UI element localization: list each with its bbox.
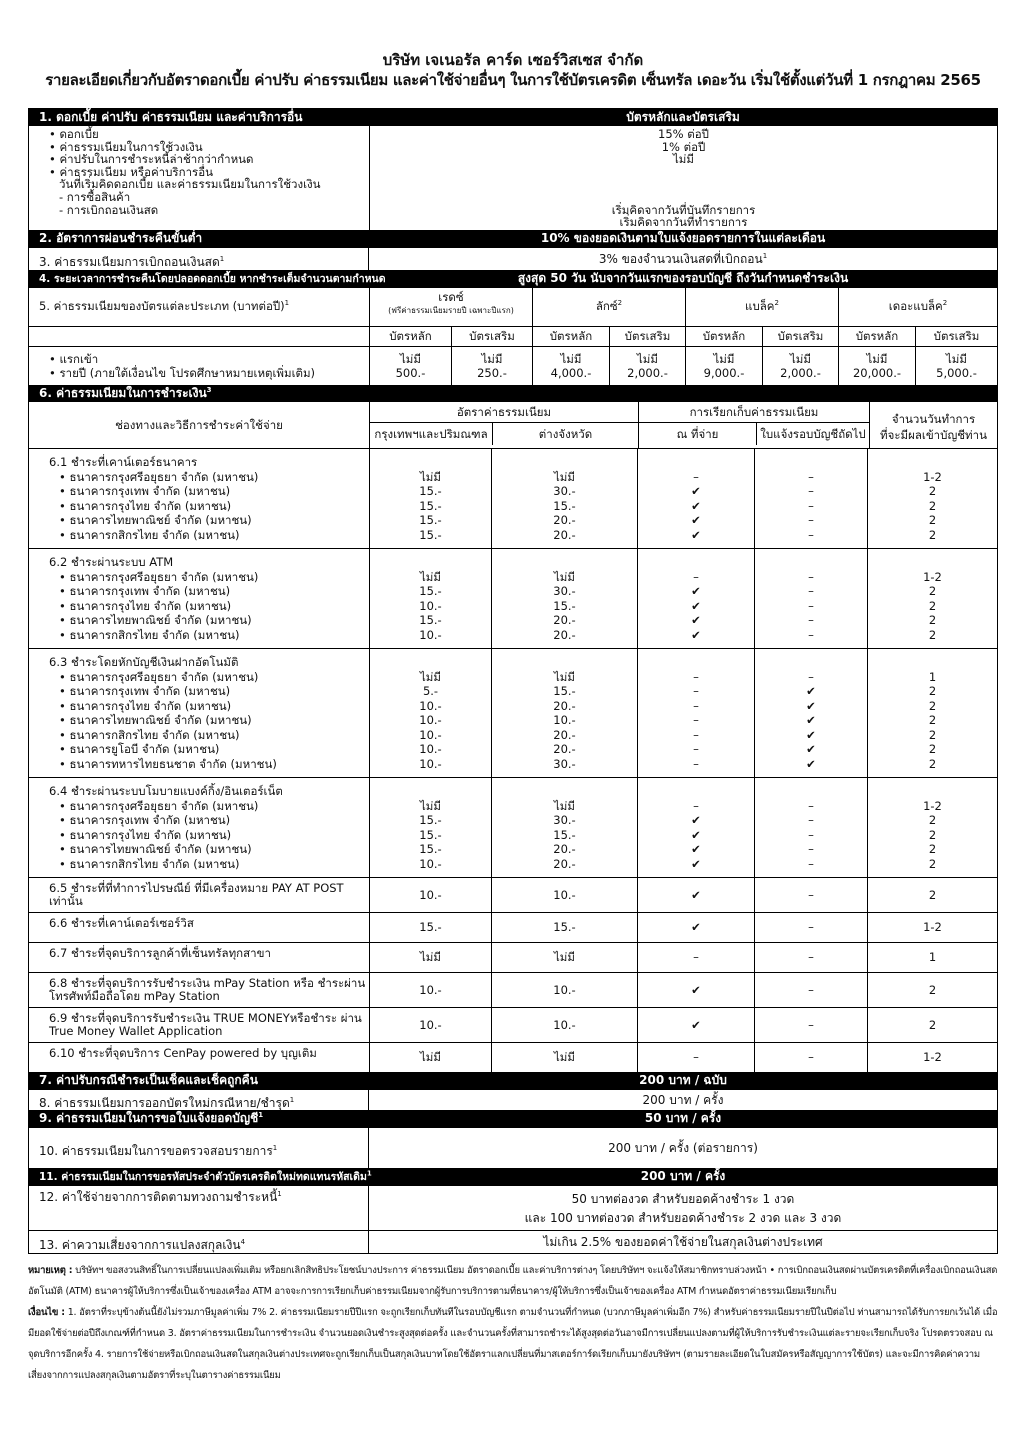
fee-prov: 20.- <box>553 698 576 713</box>
fee-days: 2 <box>928 513 937 527</box>
fee-pay: – <box>693 698 699 713</box>
channel-name: 6.5 ชำระที่ที่ทำการไปรษณีย์ ที่มีเครื่องหมาย PAY AT POST เท่านั้น <box>49 881 344 908</box>
fee-bkk: 10.- <box>419 742 442 756</box>
section-7: 7. ค่าปรับกรณีชำระเป็นเช็คและเช็คถูกคืน 200 บาท / ฉบับ <box>29 1072 997 1089</box>
fee-next: – <box>754 973 867 1007</box>
bank-row-name: • ธนาคารไทยพาณิชย์ จำกัด (มหาชน) <box>59 713 252 727</box>
bank-row-name: • ธนาคารกสิกรไทย จำกัด (มหาชน) <box>59 727 240 742</box>
fee-prov: 10.- <box>491 973 637 1007</box>
fee-prov: 30.- <box>553 484 576 498</box>
section-1-body <box>29 126 997 230</box>
fee-days: 2 <box>867 1008 997 1042</box>
bank-row-name: • ธนาคารกรุงศรีอยุธยา จำกัด (มหาชน) <box>59 669 259 684</box>
fee-prov: 20.- <box>553 842 576 856</box>
fee-bkk: 10.- <box>369 973 491 1007</box>
fee-pay: ✔ <box>691 613 701 627</box>
fee-days: 2 <box>928 856 937 871</box>
section-4: 4. ระยะเวลาการชำระคืนโดยปลอดดอกเบี้ย หากชำระเต็มจำนวนตามกำหนด สูงสุด 50 วัน นับจากวันแรกของรอบบัญชี ถึงวันกำหนดชำระเงิน <box>29 270 997 287</box>
fee-days: 1-2 <box>923 798 942 813</box>
fee-next: – <box>808 598 814 613</box>
fee-prov: 15.- <box>553 827 576 842</box>
footnotes: หมายเหตุ : บริษัทฯ ขอสงวนสิทธิ์ในการเปลี่ยนแปลงเพิ่มเติม หรือยกเลิกสิทธิประโยชน์บางประการ ค่าธรรมเนียม อัตราดอกเบี้ย และค่าบริการต่างๆ โดยบริษัทฯ จะแจ้งให้สมาชิกทราบล่วงหน้า • การเบิกถอนเงินสดผ่านบัตรเครดิตที่เครื่องเบิกถอนเงินสดอัตโนมัติ (ATM) ธนาคารผู้ให้บริการซึ่งเป็นเจ้าของเครื่อง ATM อาจจะการการเรียกเก็บค่าธรรมเนียมจากผู้รับการบริการตามที่ธนาคาร/ผู้ให้บริการซึ่งเป็นเจ้าของเครื่อง ATM กำหนดอัตราค่าธรรมเนียมเรียกเก็บ เงื่อนไข : 1. อัตราที่ระบุข้างต้นนี้ยังไม่รวมภาษีมูลค่าเพิ่ม 7% 2. ค่าธรรมเนียมรายปีปีแรก จะถูกเรียกเก็บทันทีในรอบบัญชีแรก ตามจำนวนที่กำหนด (บวกภาษีมูลค่าเพิ่มอีก 7%) สำหรับค่าธรรมเนียมรายปีในปีต่อไป ท่านสามารถได้รับการยกเว้นได้ เมื่อมียอดใช้จ่ายต่อปีถึงเกณฑ์ที่กำหนด 3. อัตราค่าธรรมเนียมในการชำระเงิน จำนวนยอดเงินชำระสูงสุดต่อครั้ง และจำนวนครั้งที่สามารถชำระได้สูงสุดต่อวันอาจมีการเปลี่ยนแปลงตามที่ผู้ให้บริการรับชำระเงินแต่ละรายจะเรียกเก็บจริง โปรดตรวจสอบ ณ จุดบริการอีกครั้ง 4. รายการใช้จ่ายหรือเบิกถอนเงินสดในสกุลเงินต่างประเทศจะถูกเรียกเก็บเป็นสกุลเงินบาทโดยใช้อัตราแลกเปลี่ยนที่มาสเตอร์การ์ดเรียกเก็บมายังบริษัทฯ (ตามรายละเอียดในใบสมัครหรือสัญญาการใช้บัตร) และจะมีการคิดค่าความเสี่ยงจากการแปลงสกุลเงินตามอัตราที่ระบุในตารางค่าธรรมเนียม <box>28 1265 998 1381</box>
bank-row-name: • ธนาคารกรุงศรีอยุธยา จำกัด (มหาชน) <box>59 798 259 813</box>
fee-prov: 20.- <box>553 742 576 756</box>
fee-bkk: 10.- <box>419 627 442 642</box>
section-13: 13. ค่าความเสี่ยงจากการแปลงสกุลเงิน$^4$ ไม่เกิน 2.5% ของยอดค่าใช้จ่ายในสกุลเงินต่างประเทศ <box>29 1230 997 1253</box>
fee-pay: ✔ <box>691 842 701 856</box>
fee-pay: – <box>693 798 699 813</box>
fee-pay: – <box>637 943 754 972</box>
fee-next: ✔ <box>806 684 816 698</box>
fee-bkk: 10.- <box>419 698 442 713</box>
section-3: 3. ค่าธรรมเนียมการเบิกถอนเงินสด$^1$ 3% ของจำนวนเงินสดที่เบิกถอน$^1$ <box>29 247 997 270</box>
bank-row-name: • ธนาคารกสิกรไทย จำกัด (มหาชน) <box>59 627 240 642</box>
fee-bkk: 15.- <box>419 584 442 598</box>
fee-pay: – <box>693 713 699 727</box>
fee-days: 1-2 <box>923 569 942 584</box>
fee-prov: 20.- <box>553 613 576 627</box>
fee-prov: 30.- <box>553 813 576 827</box>
section-10: 10. ค่าธรรมเนียมในการขอตรวจสอบรายการ$^1$ 200 บาท / ครั้ง (ต่อรายการ) <box>29 1127 997 1168</box>
payment-channel-row <box>29 972 997 1007</box>
annual-fee-label: • รายปี (ภายใต้เงื่อนไข โปรดศึกษาหมายเหตุเพิ่มเติม) <box>49 366 316 380</box>
fee-days: 2 <box>928 613 937 627</box>
bank-row-name: • ธนาคารไทยพาณิชย์ จำกัด (มหาชน) <box>59 842 252 856</box>
fee-prov: 20.- <box>553 727 576 742</box>
fee-next: – <box>808 827 814 842</box>
fee-pay: – <box>693 742 699 756</box>
fee-pay: ✔ <box>637 913 754 942</box>
cash-advance-label: - การเบิกถอนเงินสด <box>59 202 159 217</box>
section-12: 12. ค่าใช้จ่ายจากการติดตามทวงถามชำระหนี้$^1$ 50 บาทต่องวด สำหรับยอดค้างชำระ 1 งวด และ 100 บาทต่องวด สำหรับยอดค้างชำระ 2 งวด และ 3 งวด <box>29 1185 997 1230</box>
fee-prov: ไม่มี <box>554 669 575 684</box>
purchase-value: เริ่มคิดจากวันที่บันทึกรายการ <box>611 202 756 217</box>
fee-days: 2 <box>928 842 937 856</box>
fee-prov: 15.- <box>553 684 576 698</box>
fee-days: 1 <box>867 943 997 972</box>
company-name: บริษัท เจเนอรัล คาร์ด เซอร์วิสเซส จำกัด <box>382 51 644 69</box>
fee-bkk: 5.- <box>422 684 439 698</box>
fee-days: 2 <box>867 973 997 1007</box>
fee-prov: 15.- <box>553 498 576 513</box>
bank-row-name: • ธนาคารไทยพาณิชย์ จำกัด (มหาชน) <box>59 613 252 627</box>
channel-name: 6.8 ชำระที่จุดบริการรับชำระเงิน mPay Station หรือ ชำระผ่านโทรศัพท์มือถือโดย mPay Station <box>49 976 366 1003</box>
fee-bkk: ไม่มี <box>420 669 441 684</box>
bank-row-name: • ธนาคารกรุงเทพ จำกัด (มหาชน) <box>59 484 231 498</box>
payment-channel-group <box>29 648 997 777</box>
bank-row-name: • ธนาคารทหารไทยธนชาต จำกัด (มหาชน) <box>59 756 277 771</box>
late-penalty-label: • ค่าปรับในการชำระหนี้ล่าช้ากว่ากำหนด <box>49 152 254 167</box>
fee-prov: 15.- <box>553 598 576 613</box>
fee-bkk: 15.- <box>419 527 442 542</box>
fee-next: – <box>808 584 814 598</box>
fee-next: – <box>808 669 814 684</box>
channel-group-title: 6.2 ชำระผ่านระบบ ATM <box>49 555 174 569</box>
fee-bkk: 10.- <box>419 713 442 727</box>
fee-days: 1-2 <box>923 469 942 484</box>
fee-pay: ✔ <box>691 484 701 498</box>
credit-line-fee-label: • ค่าธรรมเนียมในการใช้วงเงิน <box>49 139 203 154</box>
credit-line-fee-value: 1% ต่อปี <box>661 139 706 154</box>
fee-next: – <box>808 498 814 513</box>
fee-pay: ✔ <box>691 584 701 598</box>
fee-prov: ไม่มี <box>491 1043 637 1072</box>
fee-next: – <box>754 1008 867 1042</box>
fee-bkk: ไม่มี <box>420 569 441 584</box>
card-black-name: แบล็ค <box>745 299 775 313</box>
fee-pay: ✔ <box>691 827 701 842</box>
card-theblack-name: เดอะแบล็ค <box>888 299 943 313</box>
bank-row-name: • ธนาคารกรุงไทย จำกัด (มหาชน) <box>59 598 232 613</box>
payment-channel-row <box>29 1042 997 1072</box>
channel-name: 6.6 ชำระที่เคาน์เตอร์เซอร์วิส <box>49 916 194 930</box>
fee-next: – <box>808 513 814 527</box>
fee-next: ✔ <box>806 756 816 771</box>
fee-bkk: 15.- <box>419 842 442 856</box>
cash-advance-value: เริ่มคิดจากวันที่ทำรายการ <box>619 215 748 230</box>
fee-pay: ✔ <box>691 627 701 642</box>
section-6-header: 6. ค่าธรรมเนียมในการชำระเงิน$^3$ <box>29 385 997 402</box>
channel-group-title: 6.1 ชำระที่เคาน์เตอร์ธนาคาร <box>49 455 198 469</box>
fee-next: – <box>808 813 814 827</box>
payment-channel-row <box>29 877 997 912</box>
fee-next: – <box>754 943 867 972</box>
channel-name: 6.10 ชำระที่จุดบริการ CenPay powered by บุญเติม <box>49 1046 317 1060</box>
fee-days: 2 <box>928 627 937 642</box>
document-title: รายละเอียดเกี่ยวกับอัตราดอกเบี้ย ค่าปรับ ค่าธรรมเนียม และค่าใช้จ่ายอื่นๆ ในการใช้บัตรเครดิต เซ็นทรัล เดอะวัน เริ่มใช้ตั้งแต่วันที่ 1 กรกฎาคม 2565 <box>45 71 981 89</box>
bank-row-name: • ธนาคารกรุงเทพ จำกัด (มหาชน) <box>59 584 231 598</box>
fee-days: 2 <box>928 713 937 727</box>
fee-next: – <box>808 484 814 498</box>
section-2: 2. อัตราการผ่อนชำระคืนขั้นต่ำ 10% ของยอดเงินตามใบแจ้งยอดรายการในแต่ละเดือน <box>29 230 997 247</box>
fee-days: 2 <box>928 527 937 542</box>
entry-fee-label: • แรกเข้า <box>49 352 99 366</box>
late-penalty-value: ไม่มี <box>673 152 694 167</box>
bank-row-name: • ธนาคารกสิกรไทย จำกัด (มหาชน) <box>59 856 240 871</box>
payment-channel-row <box>29 912 997 942</box>
purchase-label: - การซื้อสินค้า <box>59 189 131 204</box>
fee-days: 2 <box>867 878 997 912</box>
fee-next: ✔ <box>806 698 816 713</box>
fee-prov: 20.- <box>553 627 576 642</box>
fee-next: – <box>808 856 814 871</box>
card-luxe-name: ลักซ์ <box>595 299 618 313</box>
fee-prov: ไม่มี <box>491 943 637 972</box>
fee-pay: – <box>693 756 699 771</box>
fee-pay: – <box>693 669 699 684</box>
fee-bkk: ไม่มี <box>420 798 441 813</box>
fee-table <box>28 108 998 1254</box>
bank-row-name: • ธนาคารกรุงไทย จำกัด (มหาชน) <box>59 498 232 513</box>
fee-pay: ✔ <box>637 973 754 1007</box>
fee-prov: 10.- <box>491 878 637 912</box>
fee-days: 2 <box>928 827 937 842</box>
fee-bkk: 10.- <box>419 727 442 742</box>
fee-days: 2 <box>928 698 937 713</box>
fee-bkk: 15.- <box>419 484 442 498</box>
fee-days: 1-2 <box>867 1043 997 1072</box>
fee-bkk: 15.- <box>419 827 442 842</box>
fee-pay: ✔ <box>691 498 701 513</box>
fee-prov: ไม่มี <box>554 469 575 484</box>
bank-row-name: • ธนาคารกรุงไทย จำกัด (มหาชน) <box>59 698 232 713</box>
section-8: 8. ค่าธรรมเนียมการออกบัตรใหม่กรณีหาย/ชำรุด$^1$ 200 บาท / ครั้ง <box>29 1089 997 1110</box>
fee-bkk: ไม่มี <box>420 469 441 484</box>
fee-days: 2 <box>928 756 937 771</box>
bank-row-name: • ธนาคารกรุงเทพ จำกัด (มหาชน) <box>59 813 231 827</box>
fee-next: – <box>808 842 814 856</box>
bank-row-name: • ธนาคารยูโอบี จำกัด (มหาชน) <box>59 742 220 756</box>
channel-name: 6.7 ชำระที่จุดบริการลูกค้าที่เซ็นทรัลทุกสาขา <box>49 946 271 960</box>
fee-days: 2 <box>928 598 937 613</box>
payment-channel-row <box>29 942 997 972</box>
fee-pay: – <box>693 469 699 484</box>
fee-next: – <box>808 627 814 642</box>
fee-prov: 15.- <box>491 913 637 942</box>
payment-channel-group <box>29 548 997 648</box>
fee-prov: 30.- <box>553 584 576 598</box>
start-date-label: วันที่เริ่มคิดดอกเบี้ย และค่าธรรมเนียมในการใช้วงเงิน <box>59 177 321 192</box>
section-5-card-header: 5. ค่าธรรมเนียมของบัตรแต่ละประเภท (บาทต่อปี)$^1$ เรดซ์ (ฟรีค่าธรรมเนียมรายปี เฉพาะปีแรก) ลักซ์$^2$ แบล็ค$^2$ เดอะแบล็ค$^2$ <box>29 287 997 326</box>
interest-value: 15% ต่อปี <box>658 127 709 141</box>
section-1-header: 1. ดอกเบี้ย ค่าปรับ ค่าธรรมเนียม และค่าบริการอื่น บัตรหลักและบัตรเสริม <box>29 109 997 126</box>
fee-bkk: 15.- <box>419 813 442 827</box>
card-reds-note: (ฟรีค่าธรรมเนียมรายปี เฉพาะปีแรก) <box>388 306 514 315</box>
section-5-values: • แรกเข้า • รายปี (ภายใต้เงื่อนไข โปรดศึกษาหมายเหตุเพิ่มเติม) ไม่มี 500.- ไม่มี 250.- ไม่มี 4,000.- ไม่มี 2,000.- ไม่มี 9,000.- ไม่มี 2,000.- ไม่มี 20,000.- ไม่มี 5,000.- <box>29 346 997 385</box>
card-reds-name: เรดซ์ <box>438 290 464 304</box>
fee-next: – <box>808 798 814 813</box>
channel-group-title: 6.4 ชำระผ่านระบบโมบายแบงค์กิ้ง/อินเตอร์เน็ต <box>49 784 283 798</box>
fee-pay: – <box>637 1043 754 1072</box>
fee-next: – <box>754 913 867 942</box>
fee-prov: ไม่มี <box>554 569 575 584</box>
fee-next: – <box>808 527 814 542</box>
section-5-type-header: บัตรหลัก บัตรเสริม บัตรหลัก บัตรเสริม บัตรหลัก บัตรเสริม บัตรหลัก บัตรเสริม <box>29 326 997 346</box>
fee-next: – <box>754 1043 867 1072</box>
fee-prov: 10.- <box>553 713 576 727</box>
fee-pay: ✔ <box>691 856 701 871</box>
fee-days: 2 <box>928 684 937 698</box>
fee-bkk: 15.- <box>419 498 442 513</box>
fee-prov: 20.- <box>553 856 576 871</box>
fee-bkk: 10.- <box>419 856 442 871</box>
section-6-col-header: ช่องทางและวิธีการชำระค่าใช้จ่าย อัตราค่าธรรมเนียม กรุงเทพฯและปริมณฑล ต่างจังหวัด การเรียกเก็บค่าธรรมเนียม ณ ที่จ่าย ใบแจ้งรอบบัญชีถัดไป จำนวนวันทำการ ที่จะมีผลเข้าบัญชีท่าน <box>29 402 997 448</box>
fee-days: 2 <box>928 498 937 513</box>
fee-prov: 20.- <box>553 513 576 527</box>
fee-next: ✔ <box>806 742 816 756</box>
bank-row-name: • ธนาคารกรุงไทย จำกัด (มหาชน) <box>59 827 232 842</box>
fee-bkk: 10.- <box>369 878 491 912</box>
other-fee-label: • ค่าธรรมเนียม หรือค่าบริการอื่น <box>49 164 213 179</box>
fee-bkk: 10.- <box>369 1008 491 1042</box>
fee-document <box>28 0 998 1386</box>
fee-pay: – <box>693 727 699 742</box>
fee-days: 2 <box>928 727 937 742</box>
fee-next: – <box>754 878 867 912</box>
section-9: 9. ค่าธรรมเนียมในการขอใบแจ้งยอดบัญชี$^1$ 50 บาท / ครั้ง <box>29 1110 997 1127</box>
fee-bkk: 10.- <box>419 756 442 771</box>
fee-pay: ✔ <box>691 513 701 527</box>
fee-pay: ✔ <box>691 598 701 613</box>
channel-header: ช่องทางและวิธีการชำระค่าใช้จ่าย <box>115 418 283 432</box>
fee-prov: 10.- <box>491 1008 637 1042</box>
interest-label: • ดอกเบี้ย <box>49 127 99 141</box>
payment-channel-group <box>29 448 997 548</box>
fee-prov: ไม่มี <box>554 798 575 813</box>
fee-bkk: ไม่มี <box>369 1043 491 1072</box>
bank-row-name: • ธนาคารกรุงศรีอยุธยา จำกัด (มหาชน) <box>59 569 259 584</box>
fee-pay: ✔ <box>637 1008 754 1042</box>
fee-next: – <box>808 613 814 627</box>
section-5-label: 5. ค่าธรรมเนียมของบัตรแต่ละประเภท (บาทต่อปี) <box>39 299 285 313</box>
fee-prov: 20.- <box>553 527 576 542</box>
fee-days: 2 <box>928 813 937 827</box>
fee-prov: 30.- <box>553 756 576 771</box>
fee-days: 2 <box>928 484 937 498</box>
payment-channel-group <box>29 777 997 877</box>
fee-next: ✔ <box>806 713 816 727</box>
fee-pay: ✔ <box>691 813 701 827</box>
fee-days: 2 <box>928 584 937 598</box>
fee-bkk: 10.- <box>419 598 442 613</box>
fee-bkk: 15.- <box>369 913 491 942</box>
bank-row-name: • ธนาคารกรุงศรีอยุธยา จำกัด (มหาชน) <box>59 469 259 484</box>
channel-group-title: 6.3 ชำระโดยหักบัญชีเงินฝากอัตโนมัติ <box>49 655 239 669</box>
fee-next: – <box>808 469 814 484</box>
fee-pay: – <box>693 569 699 584</box>
fee-days: 1 <box>928 669 937 684</box>
payment-channel-row <box>29 1007 997 1042</box>
fee-bkk: 15.- <box>419 513 442 527</box>
bank-row-name: • ธนาคารไทยพาณิชย์ จำกัด (มหาชน) <box>59 513 252 527</box>
fee-bkk: 15.- <box>419 613 442 627</box>
fee-days: 2 <box>928 742 937 756</box>
fee-bkk: ไม่มี <box>369 943 491 972</box>
bank-row-name: • ธนาคารกรุงเทพ จำกัด (มหาชน) <box>59 684 231 698</box>
fee-next: – <box>808 569 814 584</box>
fee-pay: ✔ <box>691 527 701 542</box>
fee-pay: – <box>693 684 699 698</box>
section-11: 11. ค่าธรรมเนียมในการขอรหัสประจำตัวบัตรเครดิตใหม่ทดแทนรหัสเดิม$^1$ 200 บาท / ครั้ง <box>29 1168 997 1185</box>
channel-name: 6.9 ชำระที่จุดบริการรับชำระเงิน TRUE MONEYหรือชำระ ผ่าน True Money Wallet Application <box>49 1011 362 1038</box>
fee-days: 1-2 <box>867 913 997 942</box>
bank-row-name: • ธนาคารกสิกรไทย จำกัด (มหาชน) <box>59 527 240 542</box>
fee-next: ✔ <box>806 727 816 742</box>
fee-pay: ✔ <box>637 878 754 912</box>
